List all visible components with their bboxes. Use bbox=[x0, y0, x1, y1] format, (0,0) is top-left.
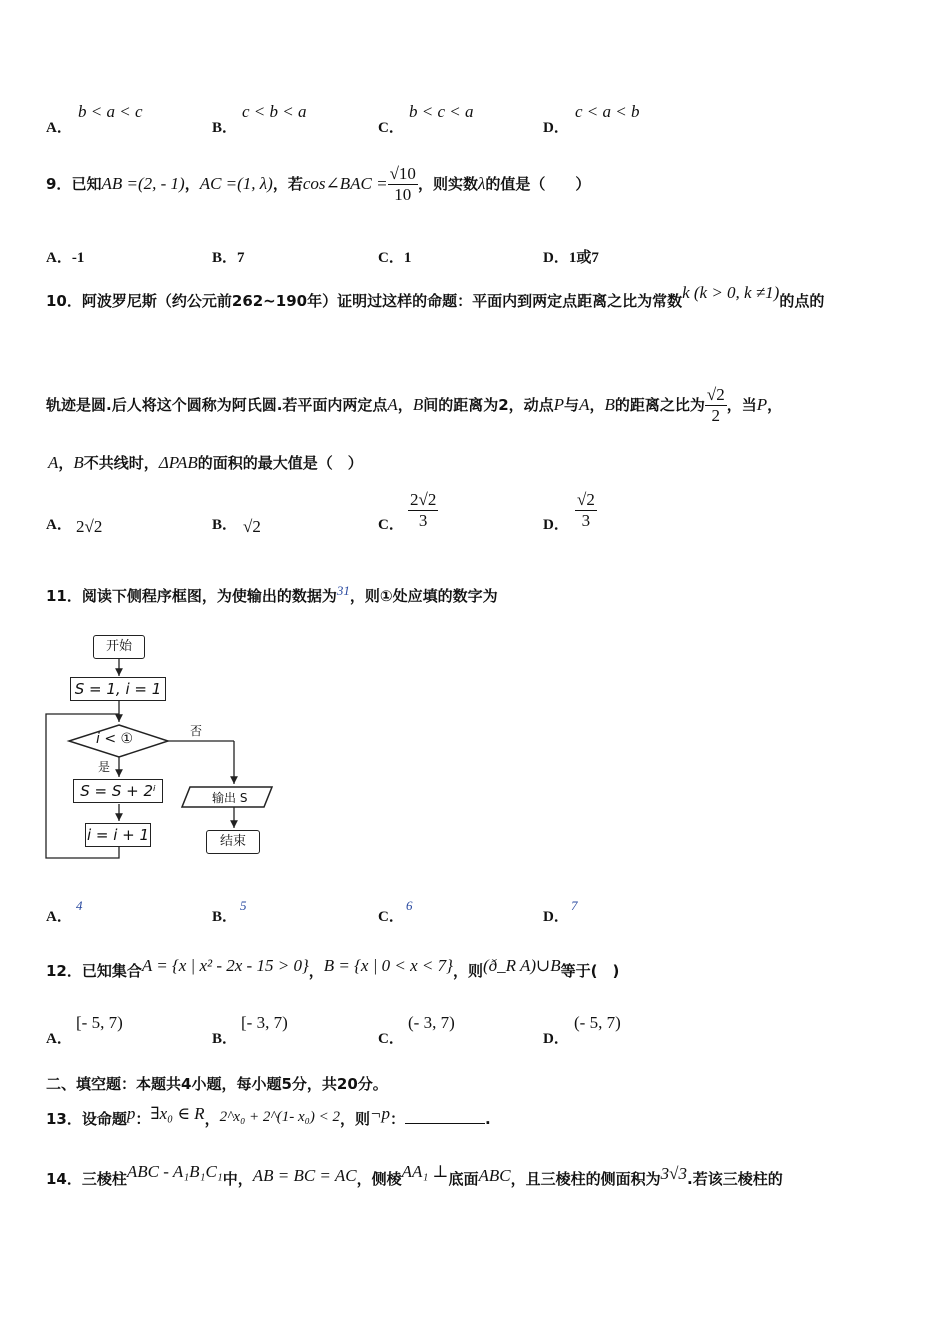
q14-number: 14． bbox=[46, 1170, 82, 1188]
q13-exists: ∃x₀ ∈ R bbox=[150, 1104, 205, 1123]
q13-proposition-p: p bbox=[126, 1104, 136, 1123]
q12-option-b-label: B． bbox=[212, 1031, 238, 1047]
q10-k-condition: k (k > 0, k ≠1) bbox=[682, 283, 780, 302]
q14-text-3: ，侧棱 bbox=[356, 1170, 402, 1188]
q14-text-1: 三棱柱 bbox=[81, 1170, 127, 1188]
q10-text-1: 阿波罗尼斯（约公元前262~190年）证明过这样的命题：平面内到两定点距离之比为常数 bbox=[81, 292, 683, 310]
q14-area: 3√3 bbox=[660, 1164, 687, 1183]
q14-text-4: 底面 bbox=[448, 1170, 479, 1188]
q14-base: ABC bbox=[478, 1166, 511, 1185]
q10-option-c-label: C． bbox=[378, 517, 404, 533]
q9-text-real: ，则实数 bbox=[417, 175, 478, 193]
q13-not-p: ¬p bbox=[369, 1104, 390, 1123]
q9-option-c bbox=[378, 246, 411, 267]
q9-vector-ab: AB =(2, - 1) bbox=[101, 174, 185, 193]
question-11 bbox=[46, 585, 498, 606]
q9-text-if: ，若 bbox=[272, 175, 303, 193]
q9-option-c-value: 1 bbox=[403, 250, 412, 266]
q13-number: 13． bbox=[46, 1110, 82, 1128]
q11-option-b-label: B． bbox=[212, 909, 238, 925]
q11-option-a-label: A． bbox=[46, 909, 72, 925]
q13-text-1: 设命题 bbox=[81, 1110, 127, 1128]
q12-option-c-label: C． bbox=[378, 1031, 404, 1047]
q12-number: 12． bbox=[46, 962, 82, 980]
q8-option-c-label: C． bbox=[378, 120, 404, 136]
q12-text-3: 等于( ) bbox=[560, 962, 620, 980]
q12-option-a-label: A． bbox=[46, 1031, 72, 1047]
q13-colon-2: ： bbox=[389, 1110, 405, 1128]
q10-point-b: B bbox=[412, 395, 424, 414]
q11-option-a-value: 4 bbox=[76, 898, 83, 913]
q10-point-b-3: B bbox=[73, 453, 84, 472]
q9-lambda: λ bbox=[477, 174, 486, 193]
q10-text-2a: 轨迹是圆.后人将这个圆称为阿氏圆.若平面内两定点 bbox=[46, 396, 388, 414]
q12-set-b: B = {x | 0 < x < 7} bbox=[323, 956, 453, 975]
q12-option-c-value: (- 3, 7) bbox=[408, 1013, 455, 1032]
q9-option-b bbox=[212, 246, 245, 267]
q9-option-b-label: B． bbox=[212, 250, 238, 266]
question-12: 12．已知集合A = {x | x² - 2x - 15 > 0}，B = {x | 0 < x < 7}，则(ð_R A)∪B等于( ) bbox=[46, 956, 620, 980]
q12-text-2: ，则 bbox=[452, 962, 483, 980]
q8-option-b-label: B． bbox=[212, 120, 238, 136]
q9-option-a bbox=[46, 246, 84, 267]
q9-number: 9． bbox=[46, 175, 72, 193]
q12-option-b-value: [- 3, 7) bbox=[241, 1013, 288, 1032]
q10-point-p-2: P bbox=[756, 395, 768, 414]
q10-text-3b: 的面积的最大值是（ ） bbox=[197, 454, 363, 472]
q10-point-a-2: A bbox=[579, 395, 590, 414]
q8-option-a-value: b < a < c bbox=[78, 102, 143, 121]
q10-ratio-num: √2 bbox=[706, 385, 725, 404]
q10-option-c-den: 3 bbox=[418, 511, 428, 530]
question-10-line1 bbox=[46, 283, 825, 311]
q10-triangle: ΔPAB bbox=[158, 453, 198, 472]
q10-option-d-num: √2 bbox=[577, 490, 595, 509]
q8-option-d-label: D． bbox=[543, 120, 569, 136]
q9-text: 已知 bbox=[71, 175, 102, 193]
q13-inequality: 2^x₀ + 2^(1- x₀) < 2 bbox=[219, 1109, 340, 1125]
q14-lateral-edge: AA₁ ⊥ bbox=[401, 1162, 449, 1181]
q13-period: . bbox=[484, 1110, 491, 1128]
q10-text-2c: 与 bbox=[564, 396, 580, 414]
q14-text-2: 中， bbox=[222, 1170, 253, 1188]
q10-option-b-value: √2 bbox=[243, 517, 261, 536]
q12-expression: (ð_R A)∪B bbox=[482, 956, 561, 975]
q10-option-d-label: D． bbox=[543, 517, 569, 533]
q9-option-d-value: 1或7 bbox=[568, 250, 599, 266]
q10-ratio bbox=[705, 385, 727, 426]
q11-output-value: 31 bbox=[336, 583, 350, 598]
q10-option-d-value bbox=[575, 490, 597, 531]
q8-option-a-label: A． bbox=[46, 120, 72, 136]
q14-text-6: .若该三棱柱的 bbox=[687, 1170, 783, 1188]
q11-option-b-value: 5 bbox=[240, 898, 247, 913]
q11-number: 11． bbox=[46, 587, 82, 605]
question-10-line2 bbox=[46, 385, 782, 426]
q9-text-end: 的值是（ ） bbox=[485, 175, 591, 193]
q12-option-d-label: D． bbox=[543, 1031, 569, 1047]
q10-option-b-label: B． bbox=[212, 517, 238, 533]
q10-point-a: A bbox=[387, 395, 398, 414]
flowchart-yes-label: 是 bbox=[98, 760, 111, 774]
q13-colon: ： bbox=[135, 1110, 151, 1128]
q13-answer-blank[interactable] bbox=[405, 1109, 485, 1124]
q8-option-d-value: c < a < b bbox=[575, 102, 640, 121]
q11-option-d-value: 7 bbox=[571, 898, 578, 913]
q14-equal-sides: AB = BC = AC bbox=[252, 1166, 357, 1185]
flowchart-end: 结束 bbox=[206, 830, 260, 854]
flowchart-condition: i < ① bbox=[96, 731, 134, 747]
q9-fraction bbox=[388, 164, 418, 205]
q10-text-3a: 不共线时， bbox=[83, 454, 159, 472]
q9-option-d-label: D． bbox=[543, 250, 569, 266]
q10-comma-3: ， bbox=[767, 396, 783, 414]
q10-option-c-num: 2√2 bbox=[410, 490, 437, 509]
q8-option-b-value: c < b < a bbox=[242, 102, 307, 121]
q11-text-1: 阅读下侧程序框图，为使输出的数据为 bbox=[81, 587, 337, 605]
q9-frac-den: 10 bbox=[394, 185, 412, 204]
q10-text-2d: 的距离之比为 bbox=[614, 396, 705, 414]
q10-text-1b: 的点的 bbox=[779, 292, 825, 310]
q9-option-a-value: -1 bbox=[71, 250, 85, 266]
q10-option-c-value bbox=[408, 490, 438, 531]
flowchart-init: S = 1, i = 1 bbox=[70, 677, 166, 701]
question-14 bbox=[46, 1162, 783, 1189]
q10-point-p: P bbox=[553, 395, 565, 414]
q12-option-a-value: [- 5, 7) bbox=[76, 1013, 123, 1032]
q10-point-a-3: A bbox=[48, 453, 59, 472]
q10-option-a-label: A． bbox=[46, 517, 72, 533]
q12-text-1: 已知集合 bbox=[81, 962, 142, 980]
q11-option-c-value: 6 bbox=[406, 898, 413, 913]
q11-text-2: ，则①处应填的数字为 bbox=[349, 587, 498, 605]
q10-comma: ， bbox=[397, 396, 413, 414]
q10-number: 10． bbox=[46, 292, 82, 310]
q10-option-a-value: 2√2 bbox=[76, 517, 103, 536]
q9-option-d bbox=[543, 246, 599, 267]
q9-option-a-label: A． bbox=[46, 250, 72, 266]
q9-vector-ac: AC =(1, λ) bbox=[199, 174, 273, 193]
flowchart-increment: i = i + 1 bbox=[85, 823, 151, 847]
q10-point-b-2: B bbox=[604, 395, 615, 414]
q9-option-c-label: C． bbox=[378, 250, 404, 266]
q8-option-c-value: b < c < a bbox=[409, 102, 474, 121]
flowchart-accumulate: S = S + 2ⁱ bbox=[73, 779, 163, 803]
q12-option-d-value: (- 5, 7) bbox=[574, 1013, 621, 1032]
q10-text-2b: 间的距离为2，动点 bbox=[423, 396, 554, 414]
q11-option-c-label: C． bbox=[378, 909, 404, 925]
q14-prism: ABC - A₁B₁C₁ bbox=[126, 1162, 223, 1181]
q10-text-2e: ，当 bbox=[726, 396, 757, 414]
q9-option-b-value: 7 bbox=[237, 250, 245, 266]
q13-text-2: ，则 bbox=[339, 1110, 370, 1128]
q9-frac-num: √10 bbox=[389, 164, 416, 183]
flowchart-start: 开始 bbox=[93, 635, 145, 659]
q11-option-d-label: D． bbox=[543, 909, 569, 925]
q10-comma-2: ， bbox=[589, 396, 605, 414]
q9-separator: ， bbox=[184, 175, 200, 193]
question-10-line3 bbox=[48, 452, 363, 473]
q14-text-5: ，且三棱柱的侧面积为 bbox=[510, 1170, 661, 1188]
q12-set-a: A = {x | x² - 2x - 15 > 0} bbox=[141, 956, 309, 975]
q10-comma-4: ， bbox=[58, 454, 74, 472]
flowchart-no-label: 否 bbox=[190, 724, 203, 738]
q9-cos-expr: cos∠BAC = bbox=[302, 174, 388, 193]
question-13: 13．设命题p：∃x₀ ∈ R，2^x₀ + 2^(1- x₀) < 2，则¬p： . bbox=[46, 1104, 491, 1128]
section-2-heading: 二、填空题：本题共4小题，每小题5分，共20分。 bbox=[46, 1075, 388, 1093]
flowchart-output: 输出 S bbox=[212, 791, 248, 805]
question-9 bbox=[46, 164, 590, 205]
q10-ratio-den: 2 bbox=[711, 406, 721, 425]
q10-option-d-den: 3 bbox=[581, 511, 591, 530]
